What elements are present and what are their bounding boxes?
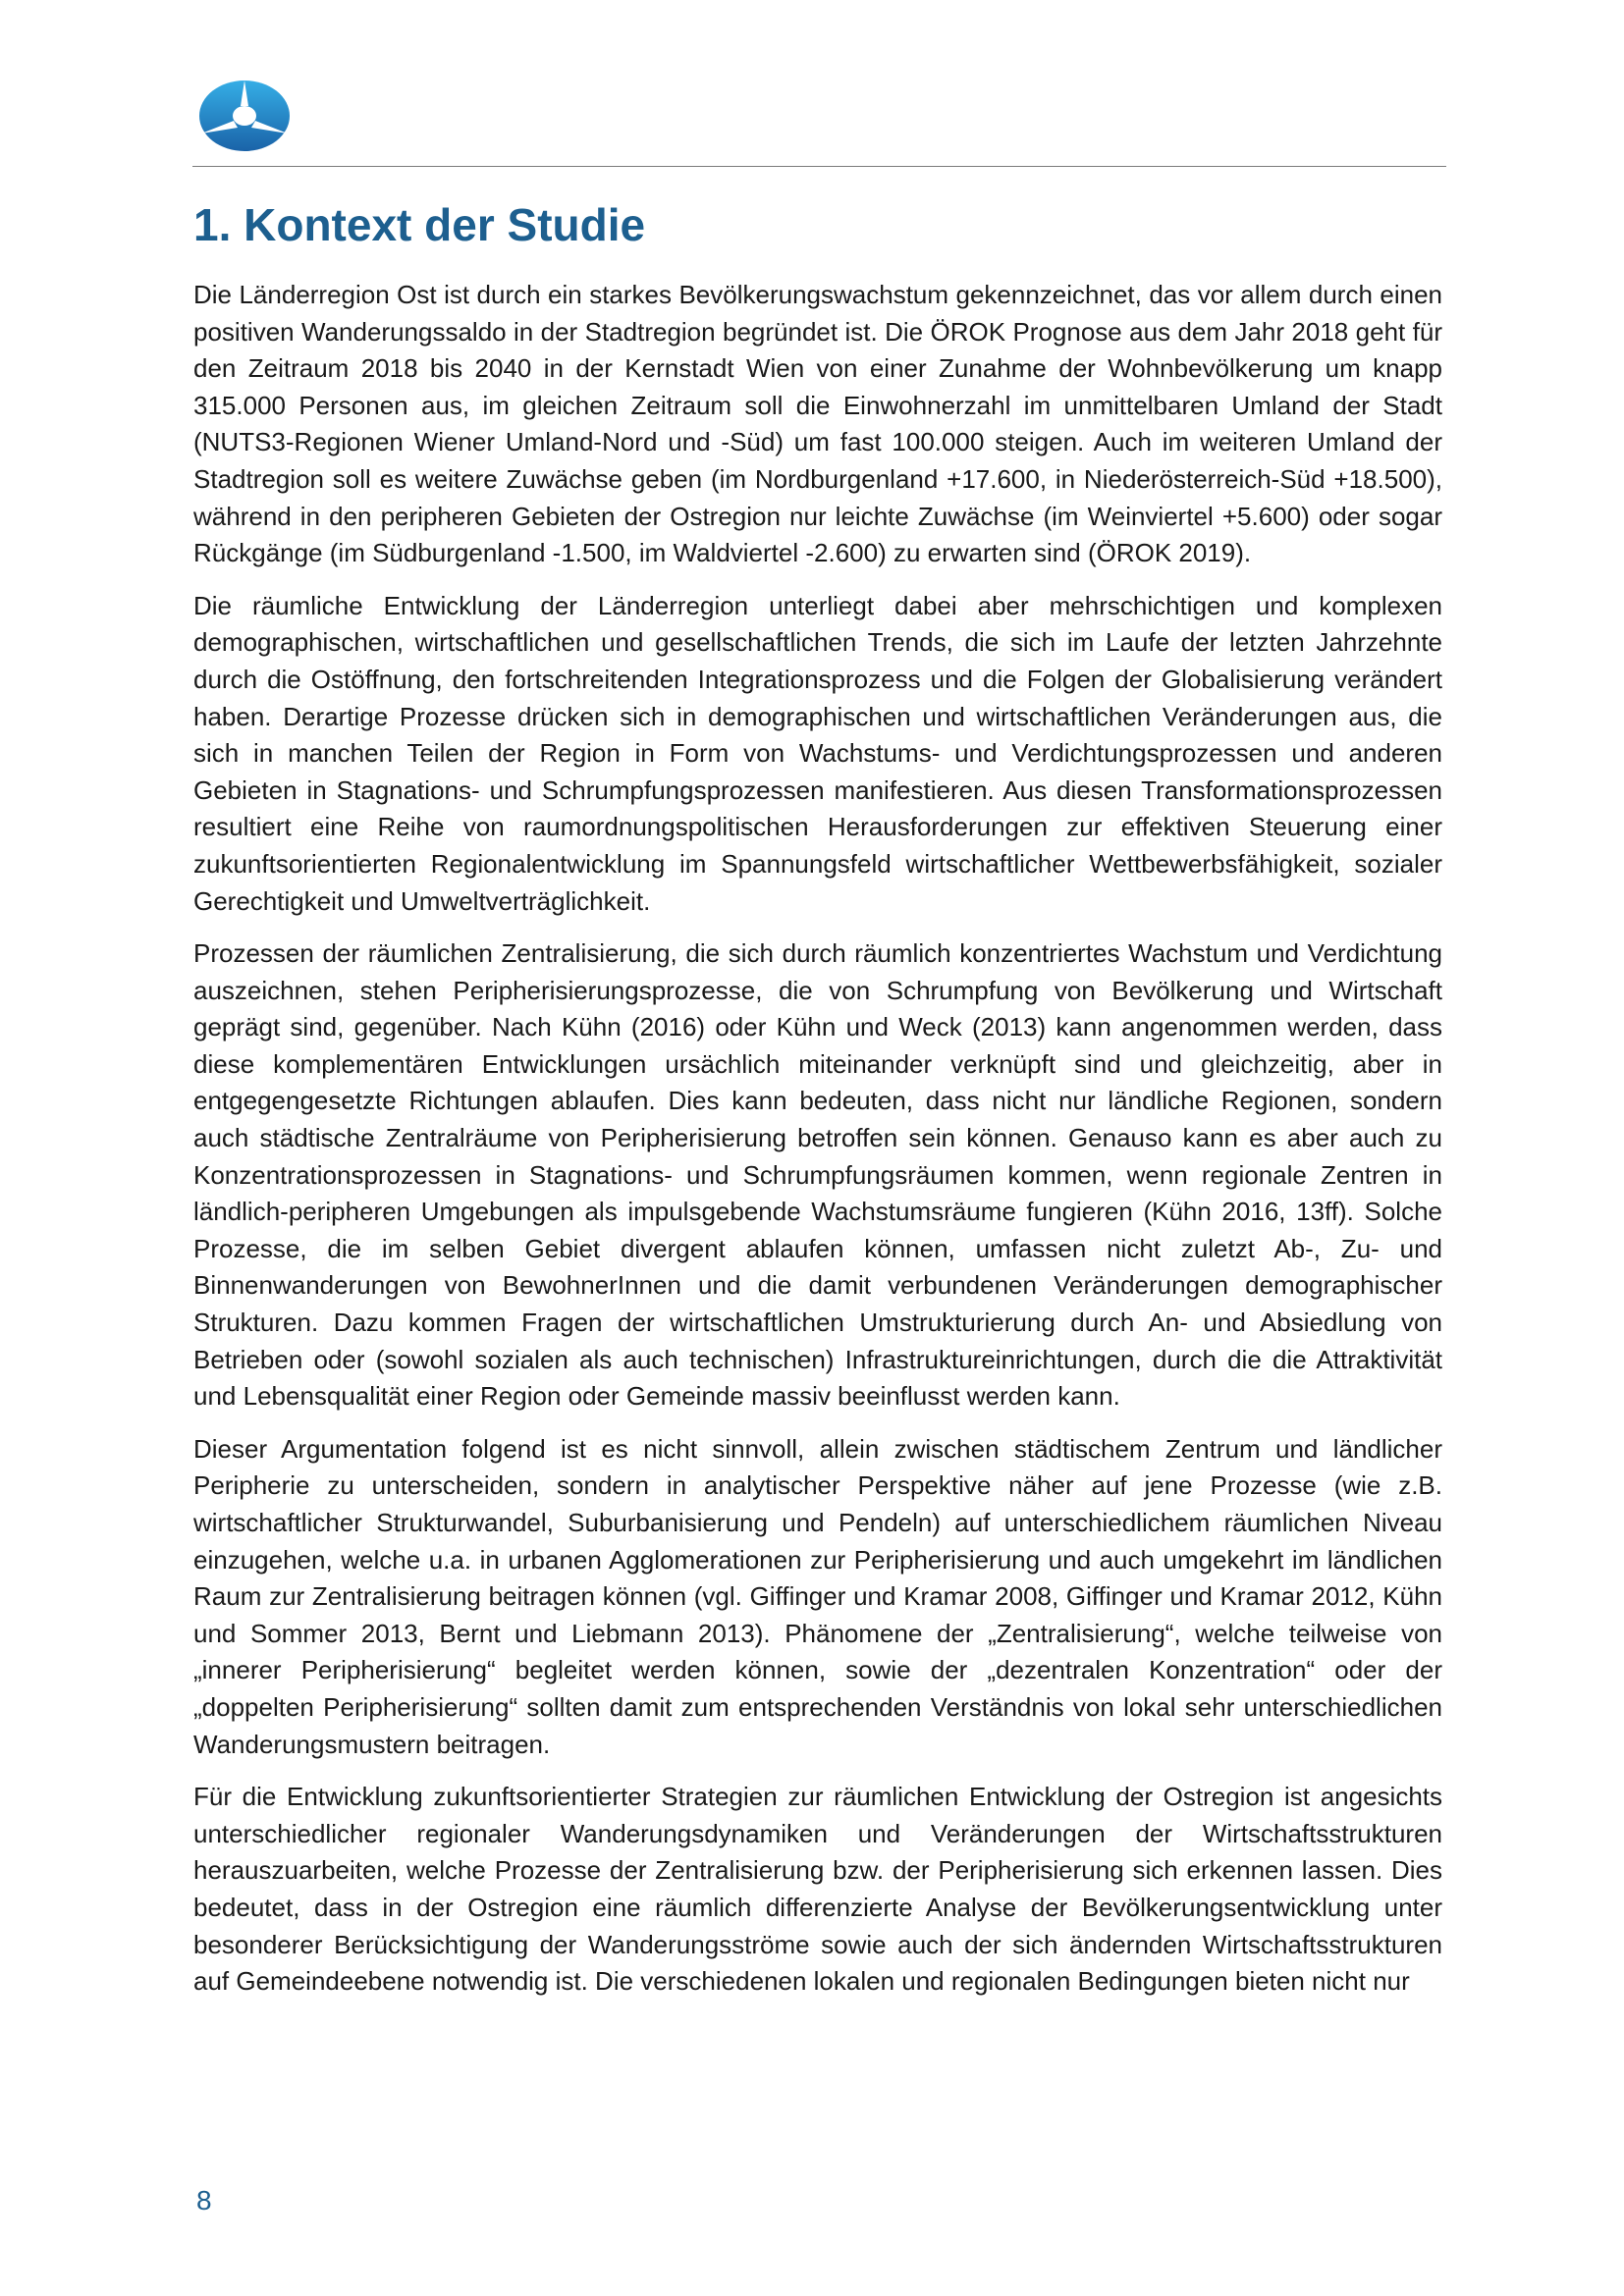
body-paragraph: Die räumliche Entwicklung der Länderregion unterliegt dabei aber mehrschichtigen und komplexen demographischen, wirtschaftlichen und gesellschaftlichen Trends, die sich im Laufe der letzten Jahrzehnte durch die Ostöffnung, den fortschreitenden Integrationsprozess und die Folgen der Globalisierung verändert haben. Derartige Prozesse drücken sich in demographischen und wirtschaftlichen Veränderungen aus, die sich in manchen Teilen der Region in Form von Wachstums- und Verdichtungsprozessen und anderen Gebieten in Stagnations- und Schrumpfungsprozessen manifestieren. Aus diesen Transformationsprozessen resultiert eine Reihe von raumordnungspolitischen Herausforderungen zur effektiven Steuerung einer zukunftsorientierten Regionalentwicklung im Spannungsfeld wirtschaftlicher Wettbewerbsfähigkeit, sozialer Gerechtigkeit und Umweltverträglichkeit. xyxy=(193,590,1442,916)
main-content xyxy=(193,192,1442,2016)
organization-logo-icon xyxy=(196,77,293,155)
section-title: 1. Kontext der Studie xyxy=(193,199,646,250)
page-number: 8 xyxy=(196,2185,212,2216)
body-paragraph: Dieser Argumentation folgend ist es nicht sinnvoll, allein zwischen städtischem Zentrum und ländlicher Peripherie zu unterscheiden, sondern in analytischer Perspektive näher auf jene Prozesse (wie z.B. wirtschaftlicher Strukturwandel, Suburbanisierung und Pendeln) auf unterschiedlichem räumlichen Niveau einzugehen, welche u.a. in urbanen Agglomerationen zur Peripherisierung und auch umgekehrt im ländlichen Raum zur Zentralisierung beitragen können (vgl. Giffinger und Kramar 2008, Giffinger und Kramar 2012, Kühn und Sommer 2013, Bernt und Liebmann 2013). Phänomene der „Zentralisierung“, welche teilweise von „innerer Peripherisierung“ begleitet werden können, sowie der „dezentralen Konzentration“ oder der „doppelten Peripherisierung“ sollten damit zum entsprechenden Verständnis von lokal sehr unterschiedlichen Wanderungsmustern beitragen. xyxy=(193,1433,1442,1759)
body-paragraph: Für die Entwicklung zukunftsorientierter Strategien zur räumlichen Entwicklung der Ostregion ist angesichts unterschiedlicher regionaler Wanderungsdynamiken und Veränderungen der Wirtschaftsstrukturen herauszuarbeiten, welche Prozesse der Zentralisierung bzw. der Peripherisierung sich erkennen lassen. Dies bedeutet, dass in der Ostregion eine räumlich differenzierte Analyse der Bevölkerungsentwicklung unter besonderer Berücksichtigung der Wanderungsströme sowie auch der sich ändernden Wirtschaftsstrukturen auf Gemeindeebene notwendig ist. Die verschiedenen lokalen und regionalen Bedingungen bieten nicht nur xyxy=(193,1782,1442,1997)
body-paragraph: Prozessen der räumlichen Zentralisierung, die sich durch räumlich konzentriertes Wachstum und Verdichtung auszeichnen, stehen Peripherisierungsprozesse, die von Schrumpfung von Bevölkerung und Wirtschaft geprägt sind, gegenüber. Nach Kühn (2016) oder Kühn und Weck (2013) kann angenommen werden, dass diese komplementären Entwicklungen ursächlich miteinander verknüpft sind und gleichzeitig, aber in entgegengesetzte Richtungen ablaufen. Dies kann bedeuten, dass nicht nur ländliche Regionen, sondern auch städtische Zentralräume von Peripherisierung betroffen sein können. Genauso kann es aber auch zu Konzentrationsprozessen in Stagnations- und Schrumpfungsräumen kommen, wenn regionale Zentren in ländlich-peripheren Umgebungen als impulsgebende Wachstumsräume fungieren (Kühn 2016, 13ff). Solche Prozesse, die im selben Gebiet divergent ablaufen können, umfassen nicht zuletzt Ab-, Zu- und Binnenwanderungen von BewohnerInnen und die damit verbundenen Veränderungen demographischer Strukturen. Dazu kommen Fragen der wirtschaftlichen Umstrukturierung durch An- und Absiedlung von Betrieben oder (sowohl sozialen als auch technischen) Infrastruktureinrichtungen, durch die die Attraktivität und Lebensqualität einer Region oder Gemeinde massiv beeinflusst werden kann. xyxy=(193,938,1442,1412)
header-divider xyxy=(192,166,1446,167)
body-paragraph: Die Länderregion Ost ist durch ein starkes Bevölkerungswachstum gekennzeichnet, das vor allem durch einen positiven Wanderungssaldo in der Stadtregion begründet ist. Die ÖROK Prognose aus dem Jahr 2018 geht für den Zeitraum 2018 bis 2040 in der Kernstadt Wien von einer Zunahme der Wohnbevölkerung um knapp 315.000 Personen aus, im gleichen Zeitraum soll die Einwohnerzahl im unmittelbaren Umland der Stadt (NUTS3-Regionen Wiener Umland-Nord und -Süd) um fast 100.000 steigen. Auch im weiteren Umland der Stadtregion soll es weitere Zuwächse geben (im Nordburgenland +17.600, in Niederösterreich-Süd +18.500), während in den peripheren Gebieten der Ostregion nur leichte Zuwächse (im Weinviertel +5.600) oder sogar Rückgänge (im Südburgenland -1.500, im Waldviertel -2.600) zu erwarten sind (ÖROK 2019). xyxy=(193,280,1442,568)
logo-graphic xyxy=(196,77,293,155)
